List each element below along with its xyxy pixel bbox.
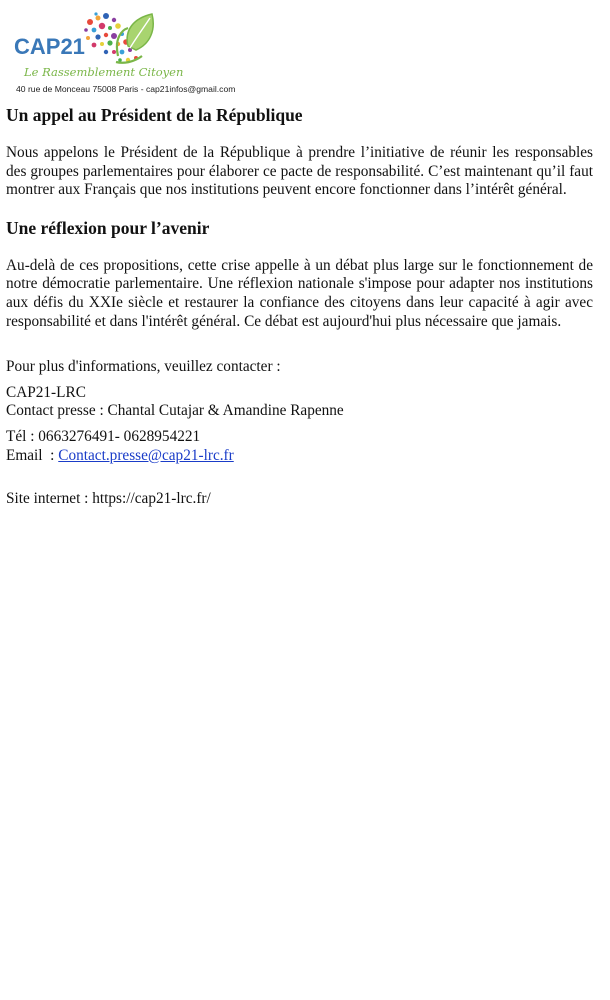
contact-site: Site internet : https://cap21-lrc.fr/ [6, 490, 211, 508]
email-label: Email : [6, 446, 59, 464]
contact-block [6, 358, 593, 509]
leaf-icon [116, 14, 153, 63]
logo-slogan: Le Rassemblement Citoyen [24, 65, 184, 79]
section-body-reflexion: Au-delà de ces propositions, cette crise appelle à un débat plus large sur le fonctionnement de notre démocratie parlementaire. Une réflexion nationale s'impose pour adapter nos institutions aux défis du XXIe siècle et restaurer la confiance des citoyens dans leur capacité à agir avec responsabilité et dans l'intérêt général. Ce débat est aujourd'hui plus nécessaire que jamais. [6, 256, 593, 330]
cap21-logo [10, 8, 248, 86]
section-heading-appel: Un appel au Président de la République [6, 105, 303, 125]
contact-intro: Pour plus d'informations, veuillez contacter : [6, 358, 281, 376]
document-body [6, 104, 593, 509]
letterhead-address: 40 rue de Monceau 75008 Paris - cap21infos@gmail.com [16, 84, 236, 94]
logo-text: CAP21 [14, 34, 85, 59]
contact-press: Contact presse : Chantal Cutajar & Amandine Rapenne [6, 402, 344, 420]
section-heading-reflexion: Une réflexion pour l’avenir [6, 217, 210, 238]
email-link[interactable]: Contact.presse@cap21-lrc.fr [58, 446, 234, 464]
section-body-appel: Nous appelons le Président de la République à prendre l’initiative de réunir les responsables des groupes parlementaires pour élaborer ce pacte de responsabilité. C’est maintenant qu’il faut montrer aux Français que nos institutions peuvent encore fonctionner dans l’intérêt général. [6, 144, 593, 199]
contact-org: CAP21-LRC [6, 383, 86, 401]
contact-tel: Tél : 0663276491- 0628954221 [6, 427, 201, 445]
contact-email-line [6, 447, 593, 466]
